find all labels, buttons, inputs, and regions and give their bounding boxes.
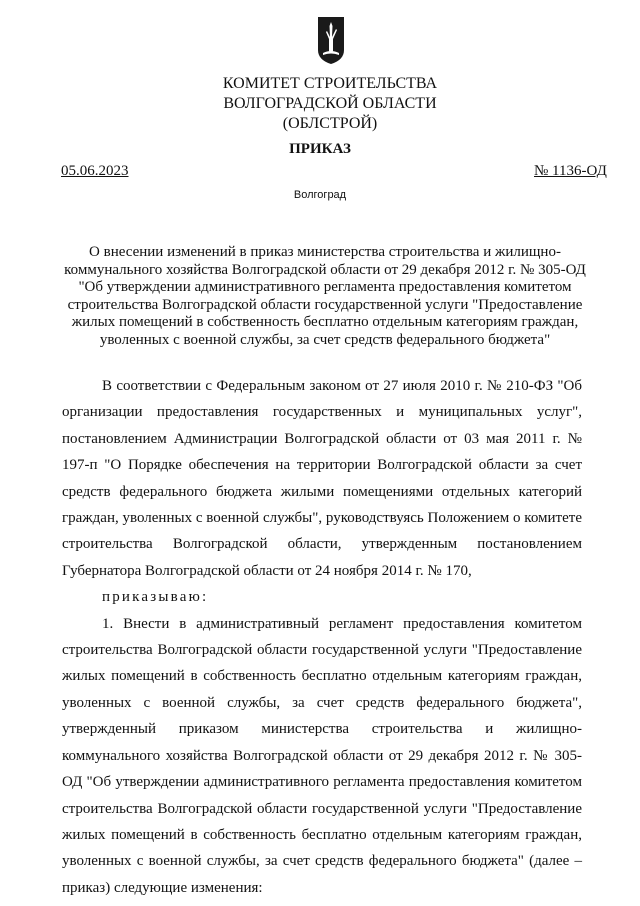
document-city: Волгоград xyxy=(293,189,347,201)
document-subject: О внесении изменений в приказ министерства строительства и жилищно-коммунального хозяйства Волгоградской области от 29 декабря 2012 г. № 305-ОД "Об утверждении административного регламента предоставления комитетом строительства Волгоградской области государственной услуги "Предоставление жилых помещений в собственность бесплатно отдельным категориям граждан, уволенных с военной службы, за счет средств федерального бюджета" xyxy=(64,244,586,348)
order-word: приказываю: xyxy=(102,589,209,606)
preamble-paragraph: В соответствии с Федеральным законом от 27 июля 2010 г. № 210-ФЗ "Об организации предоставления государственных и муниципальных услуг", постановлением Администрации Волгоградской области от 03 мая 2011 г. № 197-п "О Порядке обеспечения на территории Волгоградской области за счет средств федерального бюджета жилыми помещениями отдельных категорий граждан, уволенных с военной службы", руководствуясь Положением о комитете строительства Волгоградской области, утвержденным постановлением Губернатора Волгоградской области от 24 ноября 2014 г. № 170, xyxy=(62,378,582,579)
organization-name-line-1: КОМИТЕТ СТРОИТЕЛЬСТВА xyxy=(222,75,438,92)
document-date: 05.06.2023 xyxy=(61,163,129,179)
organization-name-line-3: (ОБЛСТРОЙ) xyxy=(282,115,378,132)
document-title: ПРИКАЗ xyxy=(289,141,351,157)
item-1-paragraph: 1. Внести в административный регламент предоставления комитетом строительства Волгоградской области государственной услуги "Предоставление жилых помещений в собственность бесплатно отдельным категориям граждан, уволенных с военной службы, за счет средств федерального бюджета", утвержденный приказом министерства строительства и жилищно-коммунального хозяйства Волгоградской области от 29 декабря 2012 г. № 305-ОД "Об утверждении административного регламента предоставления комитетом строительства Волгоградской области государственной услуги "Предоставление жилых помещений в собственность бесплатно отдельным категориям граждан, уволенных с военной службы, за счет средств федерального бюджета" (далее – приказ) следующие изменения: xyxy=(62,615,582,896)
document-number: № 1136-ОД xyxy=(534,163,607,179)
organization-name xyxy=(160,74,500,134)
organization-name-line-2: ВОЛГОГРАДСКОЙ ОБЛАСТИ xyxy=(223,95,437,112)
coat-of-arms-icon xyxy=(318,17,344,64)
document-body xyxy=(62,373,582,901)
